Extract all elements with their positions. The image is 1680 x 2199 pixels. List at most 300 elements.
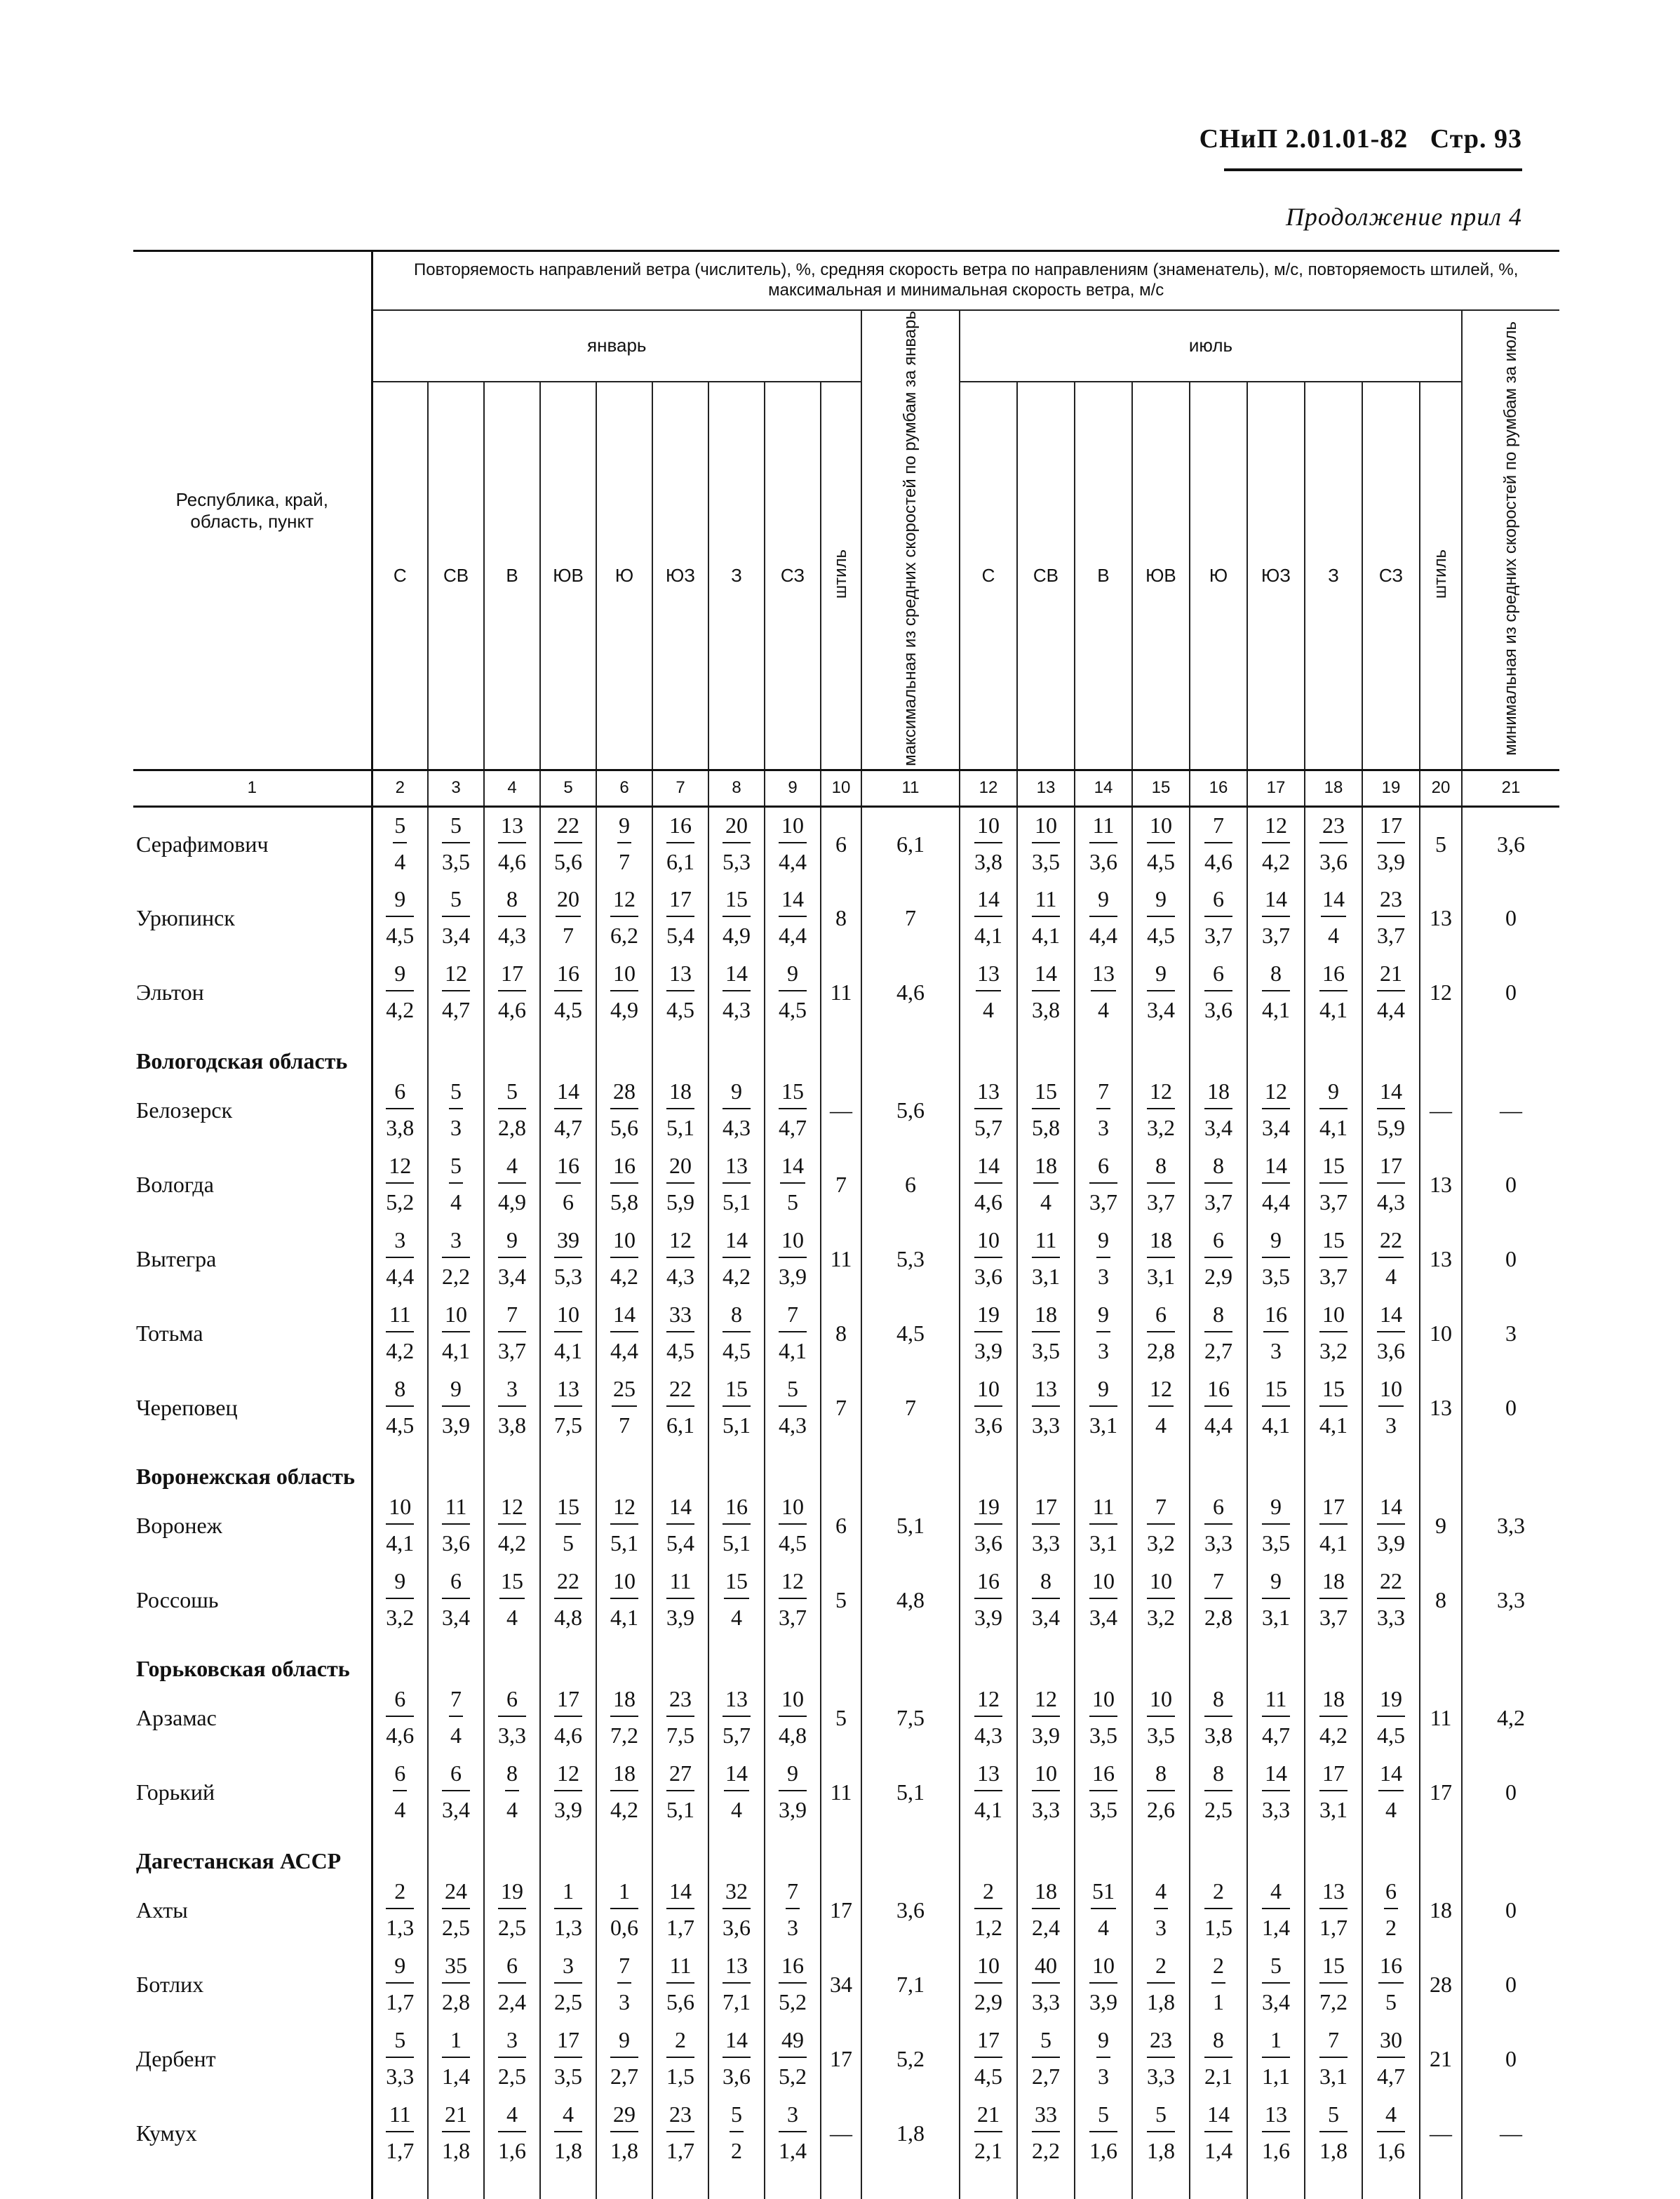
speed-value: 4,7 — [1376, 2064, 1405, 2090]
frequency-value: 6 — [442, 1570, 470, 1599]
empty-cell — [652, 1445, 708, 1489]
frequency-value: 11 — [1032, 1229, 1060, 1258]
frequency-speed-cell — [596, 807, 652, 881]
frequency-value: 14 — [1377, 1303, 1405, 1332]
empty-cell — [1132, 1445, 1190, 1489]
fraction — [442, 1954, 470, 2013]
fraction — [1204, 1303, 1232, 1362]
min-speed-july-value: 0 — [1462, 1148, 1559, 1222]
frequency-speed-cell — [1075, 1489, 1132, 1563]
fraction — [1377, 814, 1405, 873]
frequency-value: 10 — [610, 1570, 638, 1599]
frequency-value: 10 — [610, 962, 638, 991]
empty-cell — [540, 1830, 596, 1873]
frequency-speed-cell — [1075, 1297, 1132, 1371]
fraction — [724, 1762, 749, 1821]
max-jan-label: максимальная из средних скоростей по румбам за январь — [901, 310, 920, 766]
empty-cell — [1420, 1445, 1462, 1489]
speed-value: 3,3 — [1376, 1605, 1405, 1631]
fraction — [1319, 1229, 1348, 1288]
empty-cell — [1190, 1445, 1247, 1489]
frequency-value: 23 — [1147, 2028, 1175, 2058]
speed-value: 3,6 — [1204, 997, 1232, 1023]
frequency-value: 9 — [1262, 1570, 1290, 1599]
frequency-value: 2 — [1147, 1954, 1175, 1984]
max-speed-january-value: 7,5 — [861, 1681, 960, 1756]
empty-cell — [540, 1030, 596, 1074]
place-name: Череповец — [136, 1395, 238, 1421]
fraction — [974, 1303, 1002, 1362]
frequency-speed-cell — [1017, 1756, 1075, 1830]
speed-value: 1,6 — [498, 2138, 526, 2164]
fraction — [1096, 1080, 1110, 1139]
frequency-value: 16 — [1378, 1954, 1404, 1984]
fraction — [1032, 888, 1060, 947]
frequency-value: 17 — [554, 2028, 582, 2058]
frequency-speed-cell — [1017, 1074, 1075, 1148]
calm-july-value: 21 — [1420, 2022, 1462, 2097]
frequency-value: 10 — [1378, 1377, 1404, 1407]
frequency-value: 12 — [498, 1495, 526, 1525]
speed-value: 3,4 — [498, 1264, 526, 1290]
jan-direction-header: В — [484, 382, 540, 770]
calm-july-value: 11 — [1420, 1681, 1462, 1756]
frequency-value: 15 — [1319, 1229, 1348, 1258]
frequency-speed-cell — [765, 1222, 821, 1297]
empty-cell — [484, 1830, 540, 1873]
fraction — [1319, 1954, 1348, 2013]
fraction — [393, 814, 407, 873]
min-speed-july-value: 0 — [1462, 1222, 1559, 1297]
frequency-value: 2 — [1211, 1954, 1225, 1984]
fraction — [1262, 1880, 1290, 1939]
max-speed-january-value: 5,2 — [861, 2022, 960, 2097]
place-name: Эльтон — [136, 980, 204, 1005]
empty-cell — [1075, 1638, 1132, 1681]
speed-value: 3,9 — [1376, 1530, 1405, 1556]
calm-july-value: 13 — [1420, 881, 1462, 956]
fraction — [610, 1154, 638, 1213]
speed-value: 4,2 — [498, 1530, 526, 1556]
frequency-speed-cell — [960, 2022, 1017, 2097]
speed-value: 1,4 — [1261, 1915, 1290, 1941]
empty-cell — [652, 1638, 708, 1681]
frequency-value: 11 — [386, 2103, 414, 2132]
frequency-speed-cell — [708, 1873, 765, 1948]
table-row — [133, 956, 1559, 1030]
frequency-value: 15 — [1319, 1154, 1348, 1184]
empty-cell — [1247, 1638, 1305, 1681]
frequency-value: 10 — [1032, 814, 1060, 843]
fraction — [1319, 2027, 1348, 2090]
fraction — [1033, 1154, 1059, 1213]
frequency-speed-cell — [1132, 1873, 1190, 1948]
frequency-speed-cell — [1190, 1756, 1247, 1830]
fraction — [386, 1229, 414, 1288]
fraction — [723, 1880, 751, 1939]
speed-value: 3,1 — [1261, 1605, 1290, 1631]
fraction — [974, 1229, 1002, 1288]
frequency-speed-cell — [765, 1371, 821, 1445]
frequency-speed-cell — [1247, 2022, 1305, 2097]
column-number: 11 — [861, 770, 960, 807]
fraction — [1261, 2027, 1290, 2090]
frequency-value: 12 — [442, 962, 470, 991]
frequency-value: 7 — [498, 1303, 526, 1332]
speed-value: 3,8 — [1031, 997, 1060, 1023]
speed-value: 4 — [1155, 1412, 1167, 1438]
speed-value: 2,6 — [1146, 1797, 1175, 1823]
min-speed-july-value: 0 — [1462, 1873, 1559, 1948]
region-row — [133, 1830, 1559, 1873]
frequency-value: 51 — [1091, 1880, 1116, 1909]
frequency-speed-cell — [652, 1756, 708, 1830]
frequency-speed-cell — [960, 1563, 1017, 1638]
min-speed-july-value: 0 — [1462, 956, 1559, 1030]
table-row — [133, 1948, 1559, 2022]
frequency-speed-cell — [652, 1371, 708, 1445]
frequency-value: 18 — [1147, 1229, 1175, 1258]
place-name: Воронеж — [136, 1513, 222, 1539]
frequency-speed-cell — [960, 881, 1017, 956]
frequency-value: 13 — [1032, 1377, 1060, 1407]
frequency-value: 12 — [610, 1495, 638, 1525]
speed-value: 4,5 — [554, 997, 582, 1023]
speed-value: 4,4 — [1261, 1189, 1290, 1215]
fraction — [1319, 1686, 1348, 1749]
speed-value: 4,6 — [498, 997, 526, 1023]
frequency-value: 12 — [666, 1229, 694, 1258]
calm-january-value: 11 — [821, 1222, 861, 1297]
fraction — [666, 962, 694, 1021]
fraction — [1032, 1303, 1060, 1362]
fraction — [1262, 1495, 1290, 1554]
frequency-speed-cell — [540, 1489, 596, 1563]
speed-value: 3,2 — [1146, 1115, 1175, 1141]
fraction — [1148, 1377, 1174, 1436]
speed-value: 3,3 — [1031, 1530, 1060, 1556]
frequency-value: 14 — [974, 1154, 1002, 1184]
jul-direction-header: СВ — [1017, 382, 1075, 770]
frequency-value: 17 — [498, 962, 526, 991]
fraction — [554, 962, 582, 1021]
fraction — [442, 1495, 470, 1554]
frequency-speed-cell — [765, 1948, 821, 2022]
fraction — [442, 1303, 470, 1362]
fraction — [1262, 1570, 1290, 1629]
frequency-speed-cell — [1362, 1074, 1420, 1148]
frequency-value: 16 — [1263, 1303, 1289, 1332]
table-row — [133, 2097, 1559, 2171]
frequency-speed-cell — [652, 1563, 708, 1638]
fraction — [386, 1570, 414, 1629]
fraction — [1147, 962, 1175, 1021]
fraction — [442, 1880, 470, 1939]
frequency-value: 5 — [498, 1080, 526, 1109]
frequency-value: 12 — [974, 1687, 1002, 1717]
frequency-speed-cell — [1190, 1489, 1247, 1563]
empty-cell — [1462, 1445, 1559, 1489]
fraction — [442, 1377, 470, 1436]
speed-value: 3,5 — [1261, 1264, 1290, 1290]
frequency-value: 22 — [666, 1377, 694, 1407]
speed-value: 4 — [982, 997, 994, 1023]
speed-value: 3,7 — [498, 1338, 526, 1364]
calm-july-value: 13 — [1420, 1222, 1462, 1297]
speed-value: 3,2 — [386, 1605, 415, 1631]
region-name: Вологодская область — [136, 1048, 348, 1074]
frequency-value: 10 — [610, 1229, 638, 1258]
frequency-value: 14 — [554, 1080, 582, 1109]
speed-value: 4,1 — [610, 1605, 638, 1631]
fraction — [610, 962, 638, 1021]
frequency-value: 17 — [974, 2028, 1002, 2058]
frequency-speed-cell — [708, 1489, 765, 1563]
speed-value: 3,1 — [1031, 1264, 1060, 1290]
speed-value: 3,8 — [1204, 1723, 1232, 1749]
frequency-speed-cell — [1305, 2097, 1362, 2171]
fraction — [974, 1880, 1002, 1939]
frequency-speed-cell — [484, 1563, 540, 1638]
fraction — [1377, 888, 1405, 947]
frequency-speed-cell — [428, 2022, 484, 2097]
table-row — [133, 1222, 1559, 1297]
speed-value: 4 — [1327, 923, 1339, 949]
speed-value: 3,5 — [1031, 849, 1060, 875]
table-row — [133, 1371, 1559, 1445]
wind-table — [133, 250, 1559, 2199]
frequency-speed-cell — [1305, 1371, 1362, 1445]
frequency-value: 1 — [554, 1880, 582, 1909]
frequency-value: 9 — [1089, 888, 1117, 917]
column-number: 20 — [1420, 770, 1462, 807]
speed-value: 4,7 — [442, 997, 470, 1023]
frequency-speed-cell — [372, 1948, 428, 2022]
frequency-value: 13 — [554, 1377, 582, 1407]
frequency-speed-cell — [708, 1563, 765, 1638]
empty-cell — [1462, 2171, 1559, 2199]
frequency-value: 19 — [974, 1303, 1002, 1332]
fraction — [1319, 1080, 1348, 1139]
fraction — [723, 2027, 751, 2090]
frequency-value: 9 — [779, 1762, 807, 1791]
frequency-value: 5 — [1262, 1954, 1290, 1984]
frequency-value: 7 — [1204, 814, 1232, 843]
speed-value: 3,9 — [974, 1338, 1002, 1364]
frequency-speed-cell — [1247, 1148, 1305, 1222]
speed-value: 5,2 — [779, 1989, 807, 2015]
fraction — [779, 1686, 807, 1749]
speed-value: 4,9 — [498, 1189, 526, 1215]
speed-value: 4,2 — [386, 1338, 415, 1364]
fraction — [1032, 1229, 1060, 1288]
fraction — [1089, 1686, 1117, 1749]
speed-value: 4,5 — [666, 997, 694, 1023]
empty-cell — [861, 1445, 960, 1489]
min-speed-july-value: 0 — [1462, 2022, 1559, 2097]
frequency-value: 7 — [617, 1954, 631, 1984]
frequency-speed-cell — [960, 1873, 1017, 1948]
frequency-speed-cell — [1305, 1297, 1362, 1371]
fraction — [666, 1954, 694, 2013]
speed-value: 3,4 — [1146, 997, 1175, 1023]
fraction — [610, 1880, 638, 1939]
calm-january-value: 6 — [821, 807, 861, 881]
frequency-speed-cell — [708, 956, 765, 1030]
fraction — [1378, 1762, 1404, 1821]
speed-value: 3,3 — [498, 1723, 526, 1749]
frequency-value: 8 — [1262, 962, 1290, 991]
empty-cell — [1462, 1638, 1559, 1681]
frequency-value: 14 — [666, 1495, 694, 1525]
empty-cell — [708, 1638, 765, 1681]
frequency-value: 13 — [723, 1154, 751, 1184]
frequency-speed-cell — [484, 1222, 540, 1297]
frequency-speed-cell — [708, 1222, 765, 1297]
frequency-speed-cell — [1017, 1563, 1075, 1638]
fraction — [974, 1686, 1002, 1749]
fraction — [723, 1154, 751, 1213]
frequency-speed-cell — [765, 1563, 821, 1638]
speed-value: 3,9 — [779, 1264, 807, 1290]
jul-calm-header — [1420, 382, 1462, 770]
calm-january-value: 6 — [821, 1489, 861, 1563]
frequency-speed-cell — [372, 1681, 428, 1756]
fraction — [1032, 1954, 1060, 2013]
place-name: Арзамас — [136, 1705, 217, 1731]
jan-direction-header: СЗ — [765, 382, 821, 770]
table-row — [133, 2022, 1559, 2097]
frequency-speed-cell — [1132, 1489, 1190, 1563]
frequency-speed-cell — [1305, 1222, 1362, 1297]
speed-value: 4,5 — [386, 1412, 415, 1438]
column-number: 5 — [540, 770, 596, 807]
frequency-speed-cell — [765, 1873, 821, 1948]
frequency-speed-cell — [484, 881, 540, 956]
speed-value: 3,7 — [779, 1605, 807, 1631]
frequency-speed-cell — [1190, 1074, 1247, 1148]
speed-value: 3,8 — [386, 1115, 415, 1141]
max-speed-january-value: 7,1 — [861, 1948, 960, 2022]
speed-value: 4,4 — [610, 1338, 638, 1364]
frequency-value: 9 — [1262, 1229, 1290, 1258]
jan-calm-header — [821, 382, 861, 770]
speed-value: 1,7 — [666, 1915, 694, 1941]
calm-january-value: 17 — [821, 1873, 861, 1948]
empty-cell — [428, 1638, 484, 1681]
frequency-speed-cell — [1017, 1222, 1075, 1297]
frequency-speed-cell — [428, 807, 484, 881]
empty-cell — [596, 1445, 652, 1489]
calm-july-value: 5 — [1420, 807, 1462, 881]
frequency-value: 7 — [786, 1880, 800, 1909]
speed-value: 4,5 — [1146, 923, 1175, 949]
fraction — [554, 814, 582, 873]
frequency-value: 9 — [1096, 2028, 1110, 2058]
calm-july-value: — — [1420, 2097, 1462, 2171]
calm-july-value: 8 — [1420, 1563, 1462, 1638]
empty-cell — [652, 2171, 708, 2199]
frequency-value: 9 — [386, 962, 414, 991]
frequency-speed-cell — [372, 807, 428, 881]
speed-value: 3 — [1097, 1264, 1109, 1290]
speed-value: 3,7 — [1319, 1605, 1348, 1631]
frequency-speed-cell — [1190, 2022, 1247, 2097]
speed-value: 4,1 — [779, 1338, 807, 1364]
frequency-speed-cell — [540, 1148, 596, 1222]
table-row — [133, 1074, 1559, 1148]
speed-value: 3,9 — [1376, 849, 1405, 875]
fraction — [974, 1154, 1002, 1213]
frequency-value: 23 — [1319, 814, 1348, 843]
fraction — [1032, 1762, 1060, 1821]
place-name: Ботлих — [136, 1972, 204, 1998]
speed-value: 7 — [563, 923, 574, 949]
frequency-speed-cell — [540, 1371, 596, 1445]
frequency-speed-cell — [372, 1756, 428, 1830]
speed-value: 3,9 — [442, 1412, 470, 1438]
fraction — [1211, 1954, 1225, 2013]
frequency-speed-cell — [1190, 807, 1247, 881]
speed-value: 3,7 — [1146, 1189, 1175, 1215]
frequency-speed-cell — [1305, 807, 1362, 881]
empty-cell — [1420, 1638, 1462, 1681]
fraction — [974, 1080, 1002, 1139]
speed-value: 6 — [563, 1189, 574, 1215]
frequency-value: 16 — [554, 962, 582, 991]
fraction — [1089, 1954, 1117, 2013]
empty-cell — [1132, 1030, 1190, 1074]
frequency-value: 6 — [498, 1954, 526, 1984]
column-number: 6 — [596, 770, 652, 807]
fraction — [666, 1154, 694, 1213]
frequency-speed-cell — [1132, 1563, 1190, 1638]
fraction — [498, 1880, 526, 1939]
frequency-speed-cell — [1132, 1148, 1190, 1222]
fraction — [498, 1154, 526, 1213]
frequency-speed-cell — [652, 956, 708, 1030]
frequency-speed-cell — [1132, 1681, 1190, 1756]
speed-value: 2,8 — [1204, 1605, 1232, 1631]
frequency-value: 14 — [1321, 888, 1346, 917]
fraction — [974, 1495, 1002, 1554]
fraction — [1204, 1495, 1232, 1554]
speed-value: 4,7 — [1261, 1723, 1290, 1749]
fraction — [1319, 1303, 1348, 1362]
empty-cell — [765, 1445, 821, 1489]
frequency-value: 10 — [779, 1229, 807, 1258]
speed-value: 3,7 — [1319, 1264, 1348, 1290]
empty-cell — [821, 1445, 861, 1489]
fraction — [1262, 1954, 1290, 2013]
frequency-speed-cell — [1017, 2022, 1075, 2097]
calm-july-value: 13 — [1420, 1371, 1462, 1445]
column-number: 21 — [1462, 770, 1559, 807]
frequency-value: 17 — [1319, 1762, 1348, 1791]
speed-value: 3,3 — [1204, 1530, 1232, 1556]
jan-direction-header: ЮВ — [540, 382, 596, 770]
frequency-speed-cell — [652, 1948, 708, 2022]
frequency-value: 13 — [976, 962, 1001, 991]
fraction — [610, 1080, 638, 1139]
frequency-value: 14 — [1377, 1080, 1405, 1109]
fraction — [386, 1686, 415, 1749]
calm-label: штиль — [831, 549, 851, 599]
fraction — [1154, 1880, 1168, 1939]
frequency-value: 9 — [610, 2028, 638, 2058]
empty-cell — [861, 1830, 960, 1873]
frequency-value: 12 — [779, 1570, 807, 1599]
